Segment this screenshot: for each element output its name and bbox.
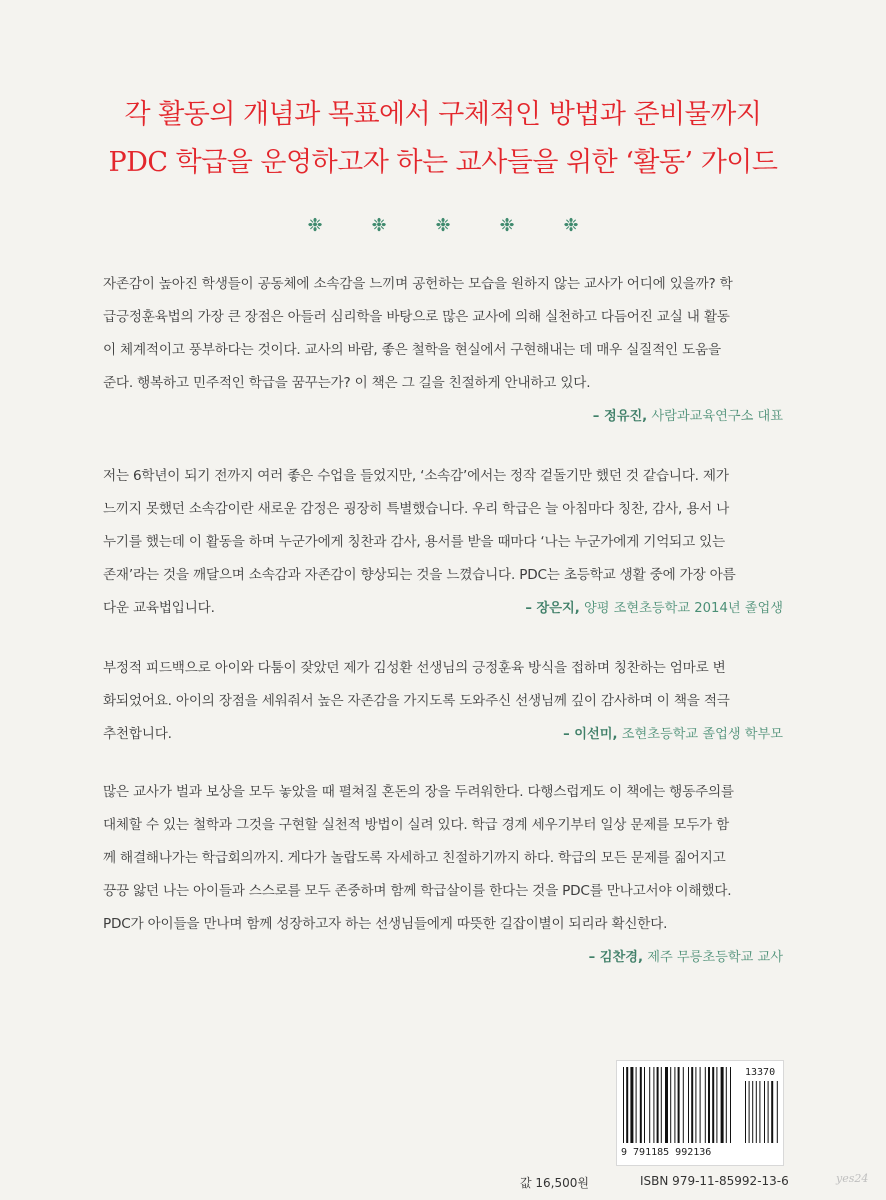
text-line: 끙끙 앓던 나는 아이들과 스스로를 모두 존중하며 함께 학급살이를 한다는 것을 PDC를 만나고서야 이해했다.: [103, 883, 732, 899]
testimonial-attribution: [103, 941, 783, 974]
barcode-bar: [626, 1067, 628, 1143]
star-icon: ❉: [435, 215, 451, 236]
author-role: 양평 조현초등학교 2014년 졸업생: [583, 601, 783, 616]
text-line: 많은 교사가 벌과 보상을 모두 놓았을 때 펼쳐질 혼돈의 장을 두려워한다. 다행스럽게도 이 책에는 행동주의를: [103, 784, 734, 800]
testimonial-attribution: [103, 718, 783, 751]
barcode-number: 9 791185 992136: [621, 1147, 712, 1158]
barcode-bar: [705, 1067, 706, 1143]
barcode-bar: [730, 1067, 731, 1143]
barcode-bar: [721, 1067, 724, 1143]
barcode-bar: [653, 1067, 654, 1143]
barcode-bar: [657, 1067, 659, 1143]
barcode-bar: [695, 1067, 696, 1143]
text-line: 부정적 피드백으로 아이와 다툼이 잦았던 제가 김성환 선생님의 긍정훈육 방식을 접하며 칭찬하는 엄마로 변: [103, 660, 726, 676]
text-line: 누기를 했는데 이 활동을 하며 누군가에게 칭찬과 감사, 용서를 받을 때마다 ‘나는 누군가에게 기억되고 있는: [103, 534, 725, 550]
text-line: 화되었어요. 아이의 장점을 세워줘서 높은 자존감을 가지도록 도와주신 선생님께 깊이 감사하며 이 책을 적극: [103, 693, 730, 709]
barcode-bar: [640, 1067, 642, 1143]
barcode-bar: [716, 1067, 717, 1143]
barcode-bar: [768, 1081, 769, 1143]
testimonial-text: [103, 268, 783, 400]
author-role: 제주 무릉초등학교 교사: [647, 950, 783, 965]
text-line: 존재’라는 것을 깨달으며 소속감과 자존감이 향상되는 것을 느꼈습니다. PDC는 초등학교 생활 중에 가장 아름: [103, 567, 736, 583]
barcode-bar: [777, 1081, 778, 1143]
headline-line-2: PDC 학급을 운영하고자 하는 교사들을 위한 ‘활동’ 가이드: [108, 147, 778, 178]
author-name: – 이선미,: [563, 727, 618, 742]
author-name: – 장은지,: [525, 601, 580, 616]
barcode-bar: [678, 1067, 680, 1143]
author-name: – 김찬경,: [588, 950, 644, 965]
text-line: 느끼지 못했던 소속감이란 새로운 감정은 굉장히 특별했습니다. 우리 학급은 늘 아침마다 칭찬, 감사, 용서 나: [103, 501, 730, 517]
barcode-bar: [764, 1081, 765, 1143]
barcode-bar: [712, 1067, 714, 1143]
barcode-bar: [759, 1081, 760, 1143]
text-line: 께 해결해나가는 학급회의까지. 게다가 놀랍도록 자세하고 친절하기까지 하다. 학급의 모든 문제를 짊어지고: [103, 850, 726, 866]
barcode-bar: [674, 1067, 675, 1143]
barcode-bar: [771, 1081, 773, 1143]
barcode-bar: [665, 1067, 668, 1143]
barcode-addon-number: 13370: [745, 1067, 776, 1078]
author-role: 사람과교육연구소 대표: [651, 409, 783, 424]
text-line: 급긍정훈육법의 가장 큰 장점은 아들러 심리학을 바탕으로 많은 교사에 의해 실천하고 다듬어진 교실 내 활동: [103, 309, 730, 325]
testimonial-text: [103, 776, 783, 941]
barcode-bar: [688, 1067, 689, 1143]
author-role: 조현초등학교 졸업생 학부모: [621, 727, 783, 742]
barcode-bar: [670, 1067, 671, 1143]
barcode-bar: [691, 1067, 693, 1143]
barcode-bar: [649, 1067, 650, 1143]
text-line: 추천합니다.: [103, 726, 172, 742]
testimonial-4: [103, 776, 783, 974]
isbn-barcode: [616, 1060, 784, 1166]
star-icon: ❉: [499, 215, 515, 236]
barcode-bar: [683, 1067, 684, 1143]
barcode-bar: [623, 1067, 624, 1143]
text-line: PDC가 아이들을 만나며 함께 성장하고자 하는 선생님들에게 따뜻한 길잡이별이 되리라 확신한다.: [103, 916, 668, 932]
star-icon: ❉: [371, 215, 387, 236]
isbn-label: ISBN 979-11-85992-13-6: [640, 1174, 789, 1188]
testimonial-2: [103, 460, 783, 625]
headline-line-1: 각 활동의 개념과 목표에서 구체적인 방법과 준비물까지: [124, 99, 762, 130]
text-line: 자존감이 높아진 학생들이 공동체에 소속감을 느끼며 공헌하는 모습을 원하지 않는 교사가 어디에 있을까? 학: [103, 276, 733, 292]
barcode-bar: [630, 1067, 633, 1143]
barcode-bar: [745, 1081, 746, 1143]
barcode-bar: [756, 1081, 757, 1143]
testimonial-3: [103, 652, 783, 751]
barcode-bar: [700, 1067, 701, 1143]
text-line: 저는 6학년이 되기 전까지 여러 좋은 수업을 들었지만, ‘소속감’에서는 정작 겉돌기만 했던 것 같습니다. 제가: [103, 468, 729, 484]
text-line: 대체할 수 있는 철학과 그것을 구현할 실천적 방법이 실려 있다. 학급 경계 세우기부터 일상 문제를 모두가 함: [103, 817, 730, 833]
barcode-bar: [661, 1067, 662, 1143]
barcode-bar: [752, 1081, 753, 1143]
star-icon: ❉: [307, 215, 323, 236]
author-name: – 정유진,: [592, 409, 648, 424]
watermark-logo: yes24: [836, 1172, 869, 1185]
price-label: 값 16,500원: [520, 1176, 589, 1190]
text-line: 다운 교육법입니다.: [103, 600, 215, 616]
star-icon: ❉: [563, 215, 579, 236]
star-divider: [0, 215, 886, 236]
testimonial-1: [103, 268, 783, 433]
text-line: 준다. 행복하고 민주적인 학급을 꿈꾸는가? 이 책은 그 길을 친절하게 안내하고 있다.: [103, 375, 591, 391]
testimonial-attribution: [103, 400, 783, 433]
barcode-bar: [726, 1067, 727, 1143]
barcode-bar: [636, 1067, 637, 1143]
barcode-bar: [749, 1081, 750, 1143]
barcode-bar: [708, 1067, 710, 1143]
text-line: 이 체계적이고 풍부하다는 것이다. 교사의 바람, 좋은 철학을 현실에서 구현해내는 데 매우 실질적인 도움을: [103, 342, 721, 358]
barcode-bar: [644, 1067, 645, 1143]
